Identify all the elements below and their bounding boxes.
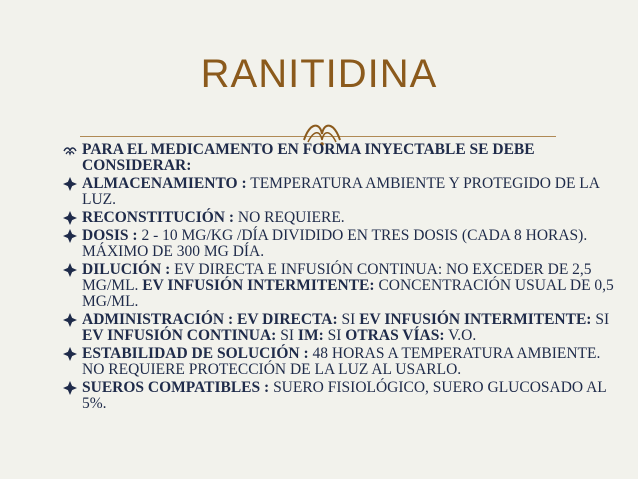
- item-text: NO REQUIERE.: [234, 209, 345, 226]
- list-item: [18, 346, 618, 378]
- diamond-bullet-icon: [62, 262, 78, 278]
- item-text-2: SI: [591, 311, 610, 328]
- item-label-4: IM:: [297, 327, 324, 344]
- slide-title: RANITIDINA: [200, 52, 438, 96]
- item-label-2: EV INFUSIÓN INTERMITENTE:: [359, 311, 592, 328]
- diamond-bullet-icon: [62, 176, 78, 192]
- diamond-bullet-icon: [62, 346, 78, 362]
- item-label: PARA EL MEDICAMENTO EN FORMA INYECTABLE SE DEBE CONSIDERAR:: [82, 141, 535, 174]
- item-text-5: V.O.: [444, 327, 477, 344]
- diamond-bullet-icon: [62, 312, 78, 328]
- item-label-3: EV INFUSIÓN CONTINUA:: [82, 327, 277, 344]
- list-item: [18, 228, 618, 260]
- item-text: TEMPERATURA AMBIENTE Y PROTEGIDO DE LA LUZ.: [82, 175, 600, 208]
- list-item: [18, 176, 618, 208]
- item-label: ESTABILIDAD DE SOLUCIÓN :: [82, 345, 309, 362]
- item-text: SI: [337, 311, 360, 328]
- item-label: RECONSTITUCIÓN :: [82, 209, 235, 226]
- list-item: [18, 312, 618, 344]
- item-label-5: OTRAS VÍAS:: [345, 327, 445, 344]
- stitch-bullet-icon: [62, 142, 78, 158]
- item-label: SUEROS COMPATIBLES :: [82, 379, 270, 396]
- list-item: [18, 142, 618, 174]
- item-label: ADMINISTRACIÓN : EV DIRECTA:: [82, 311, 338, 328]
- diamond-bullet-icon: [62, 380, 78, 396]
- list-item: [18, 262, 618, 310]
- item-text-3: SI: [276, 327, 298, 344]
- list-item: [18, 380, 618, 412]
- item-label: DOSIS :: [82, 227, 138, 244]
- item-label: DILUCIÓN :: [82, 261, 171, 278]
- item-text: 2 - 10 MG/KG /DÍA DIVIDIDO EN TRES DOSIS (CADA 8 HORAS). MÁXIMO DE 300 MG DÍA.: [82, 227, 588, 260]
- item-text-4: SI: [323, 327, 346, 344]
- content-list: [18, 142, 618, 414]
- diamond-bullet-icon: [62, 210, 78, 226]
- item-label-secondary: EV INFUSIÓN INTERMITENTE:: [142, 277, 375, 294]
- item-text-secondary: CONCENTRACIÓN USUAL DE 0,5 MG/ML.: [82, 277, 614, 310]
- item-text: EV DIRECTA E INFUSIÓN CONTINUA: NO EXCEDER DE 2,5 MG/ML.: [82, 261, 592, 294]
- list-item: [18, 210, 618, 226]
- diamond-bullet-icon: [62, 228, 78, 244]
- item-text: SUERO FISIOLÓGICO, SUERO GLUCOSADO AL 5%.: [82, 379, 607, 412]
- item-label: ALMACENAMIENTO :: [82, 175, 247, 192]
- item-text: 48 HORAS A TEMPERATURA AMBIENTE. NO REQUIERE PROTECCIÓN DE LA LUZ AL USARLO.: [82, 345, 601, 378]
